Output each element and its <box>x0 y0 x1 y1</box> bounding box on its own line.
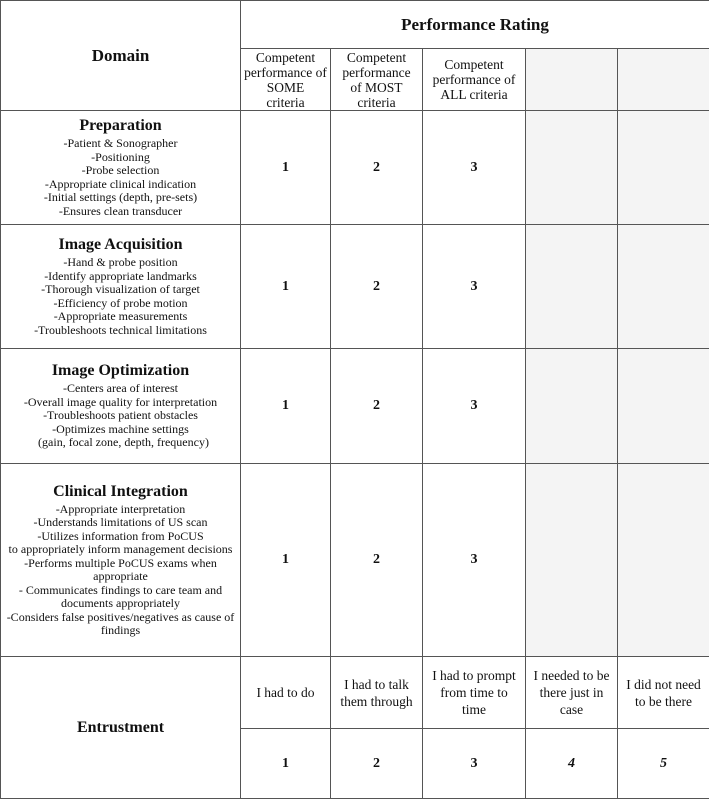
entrustment-score: 2 <box>331 729 423 799</box>
entrustment-score: 5 <box>618 729 709 799</box>
criterion: -Overall image quality for interpretation <box>1 396 240 410</box>
criterion: -Appropriate clinical indication <box>1 178 240 192</box>
table-row <box>1 225 709 349</box>
domain-cell-image-optimization <box>1 349 241 464</box>
criterion: -Efficiency of probe motion <box>1 297 240 311</box>
blank-cell <box>526 349 618 464</box>
entrustment-descriptor-row <box>1 657 709 729</box>
criterion: appropriate <box>1 570 240 584</box>
domain-cell-image-acquisition <box>1 225 241 349</box>
score-cell: 2 <box>331 349 423 464</box>
entrustment-score: 1 <box>241 729 331 799</box>
criterion: -Probe selection <box>1 164 240 178</box>
domain-title: Image Acquisition <box>1 236 240 254</box>
score-cell: 1 <box>241 349 331 464</box>
criterion: -Appropriate interpretation <box>1 503 240 517</box>
entrustment-descriptor: I did not need to be there <box>618 657 709 729</box>
domain-cell-clinical-integration <box>1 464 241 657</box>
entrustment-score: 4 <box>526 729 618 799</box>
criterion: findings <box>1 624 240 638</box>
score-cell: 1 <box>241 225 331 349</box>
criterion: -Initial settings (depth, pre-sets) <box>1 191 240 205</box>
column-header-blank-5 <box>618 49 709 111</box>
table-row <box>1 464 709 657</box>
criterion: -Optimizes machine settings <box>1 423 240 437</box>
criterion: - Communicates findings to care team and <box>1 584 240 598</box>
score-cell: 2 <box>331 225 423 349</box>
criterion: (gain, focal zone, depth, frequency) <box>1 436 240 450</box>
criterion: documents appropriately <box>1 597 240 611</box>
blank-cell <box>618 225 709 349</box>
entrustment-descriptor: I had to do <box>241 657 331 729</box>
column-header-all: Competent performance of ALL criteria <box>423 49 526 111</box>
blank-cell <box>526 464 618 657</box>
column-header-most: Competent performance of MOST criteria <box>331 49 423 111</box>
criterion: -Considers false positives/negatives as cause of <box>1 611 240 625</box>
criterion: -Thorough visualization of target <box>1 283 240 297</box>
criterion: -Utilizes information from PoCUS <box>1 530 240 544</box>
score-cell: 1 <box>241 464 331 657</box>
blank-cell <box>618 464 709 657</box>
domain-header: Domain <box>1 1 241 111</box>
score-cell: 3 <box>423 464 526 657</box>
domain-title: Clinical Integration <box>1 483 240 501</box>
entrustment-descriptor: I needed to be there just in case <box>526 657 618 729</box>
domain-title: Preparation <box>1 117 240 135</box>
criterion: -Centers area of interest <box>1 382 240 396</box>
criterion: -Positioning <box>1 151 240 165</box>
score-cell: 2 <box>331 111 423 225</box>
domain-cell-preparation <box>1 111 241 225</box>
blank-cell <box>618 111 709 225</box>
domain-title: Image Optimization <box>1 362 240 380</box>
criterion: to appropriately inform management decisions <box>1 543 240 557</box>
criterion: -Identify appropriate landmarks <box>1 270 240 284</box>
criterion: -Troubleshoots technical limitations <box>1 324 240 338</box>
blank-cell <box>618 349 709 464</box>
criterion: -Understands limitations of US scan <box>1 516 240 530</box>
criterion: -Performs multiple PoCUS exams when <box>1 557 240 571</box>
column-header-blank-4 <box>526 49 618 111</box>
score-cell: 3 <box>423 225 526 349</box>
column-header-some: Competent performance of SOME criteria <box>241 49 331 111</box>
blank-cell <box>526 111 618 225</box>
criterion: -Hand & probe position <box>1 256 240 270</box>
score-cell: 3 <box>423 111 526 225</box>
score-cell: 3 <box>423 349 526 464</box>
entrustment-score: 3 <box>423 729 526 799</box>
table-row <box>1 349 709 464</box>
score-cell: 2 <box>331 464 423 657</box>
entrustment-descriptor: I had to prompt from time to time <box>423 657 526 729</box>
entrustment-title: Entrustment <box>1 657 241 799</box>
blank-cell <box>526 225 618 349</box>
criterion: -Ensures clean transducer <box>1 205 240 219</box>
criterion: -Troubleshoots patient obstacles <box>1 409 240 423</box>
criterion: -Patient & Sonographer <box>1 137 240 151</box>
performance-rating-header: Performance Rating <box>241 1 709 49</box>
score-cell: 1 <box>241 111 331 225</box>
entrustment-descriptor: I had to talk them through <box>331 657 423 729</box>
criterion: -Appropriate measurements <box>1 310 240 324</box>
table-row <box>1 111 709 225</box>
